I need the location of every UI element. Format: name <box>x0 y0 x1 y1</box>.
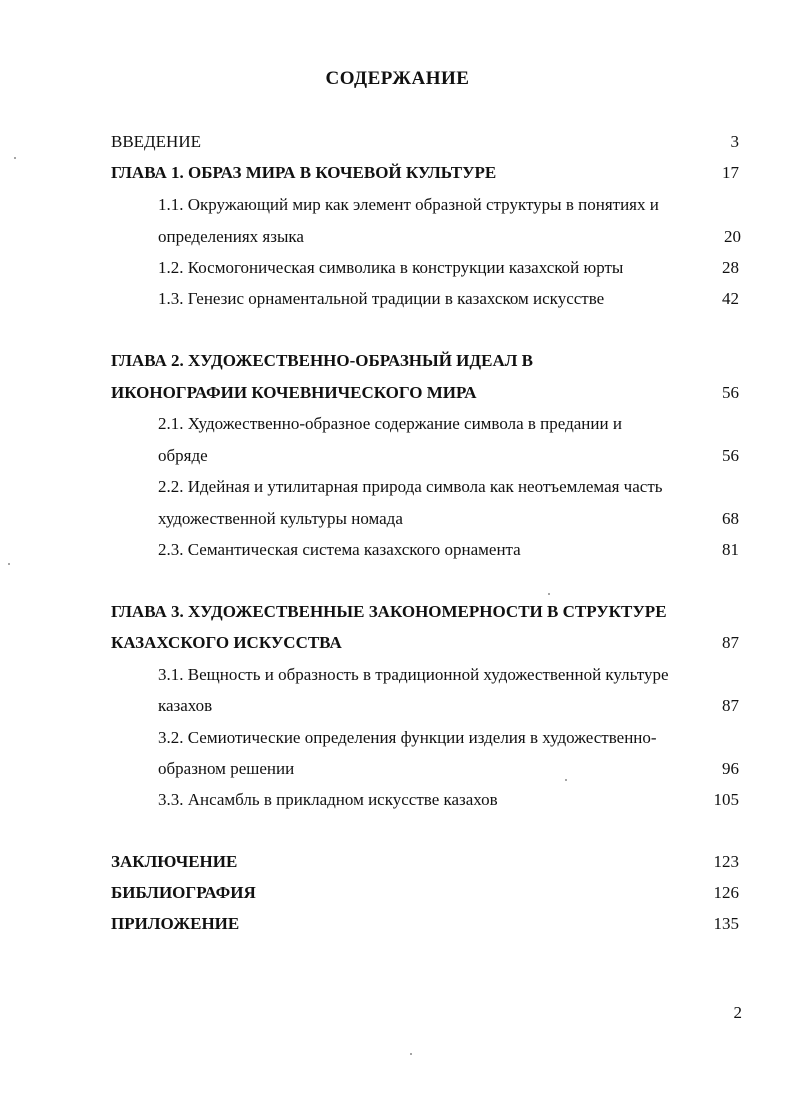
toc-entry-chapter-2-continuation: ИКОНОГРАФИИ КОЧЕВНИЧЕСКОГО МИРА <box>111 383 477 402</box>
toc-entry-bibliography: БИБЛИОГРАФИЯ <box>111 883 256 902</box>
toc-entry-3-3: 3.3. Ансамбль в прикладном искусстве казахов <box>158 790 498 809</box>
toc-entry-1-3: 1.3. Генезис орнаментальной традиции в казахском искусстве <box>158 289 605 308</box>
toc-entry-3-1: 3.1. Вещность и образность в традиционной художественной культуре <box>158 665 669 684</box>
toc-entry-2-3: 2.3. Семантическая система казахского орнамента <box>158 540 521 559</box>
toc-entry-2-2: 2.2. Идейная и утилитарная природа символа как неотъемлемая часть <box>158 477 663 496</box>
toc-entry-2-1: 2.1. Художественно-образное содержание символа в предании и <box>158 414 622 433</box>
toc-entry-3-2-continuation: образном решении <box>158 759 295 778</box>
toc-page-number: 123 <box>713 852 739 871</box>
toc-page-number: 20 <box>724 227 741 246</box>
toc-page-number: 126 <box>713 883 739 902</box>
page-title: СОДЕРЖАНИЕ <box>325 68 470 89</box>
toc-entry-3-1-continuation: казахов <box>158 696 213 715</box>
toc-page-number: 105 <box>713 790 739 809</box>
toc-entry-appendix: ПРИЛОЖЕНИЕ <box>111 914 240 933</box>
scan-speck <box>14 157 16 159</box>
toc-entry-1-1-continuation: определениях языка <box>158 227 304 246</box>
toc-page-number: 68 <box>722 509 739 528</box>
toc-page-number: 135 <box>713 914 739 933</box>
toc-page-number: 56 <box>722 383 739 402</box>
toc-entry-chapter-1: ГЛАВА 1. ОБРАЗ МИРА В КОЧЕВОЙ КУЛЬТУРЕ <box>111 163 497 182</box>
scan-speck <box>548 593 550 595</box>
toc-entry-2-1-continuation: обряде <box>158 446 208 465</box>
toc-page-number: 3 <box>730 132 739 151</box>
scan-speck <box>410 1053 412 1055</box>
page-number: 2 <box>733 1003 742 1022</box>
toc-page-number: 28 <box>722 258 739 277</box>
toc-page-number: 87 <box>722 633 739 652</box>
toc-entry-3-2: 3.2. Семиотические определения функции изделия в художественно- <box>158 728 657 747</box>
toc-entry-chapter-3: ГЛАВА 3. ХУДОЖЕСТВЕННЫЕ ЗАКОНОМЕРНОСТИ В СТРУКТУРЕ <box>111 602 667 621</box>
toc-entry-2-2-continuation: художественной культуры номада <box>158 509 403 528</box>
toc-entry-1-1: 1.1. Окружающий мир как элемент образной структуры в понятиях и <box>158 195 659 214</box>
toc-page-number: 87 <box>722 696 739 715</box>
toc-page-number: 42 <box>722 289 739 308</box>
toc-entry-chapter-3-continuation: КАЗАХСКОГО ИСКУССТВА <box>111 633 342 652</box>
toc-page-number: 56 <box>722 446 739 465</box>
scan-speck <box>565 779 567 781</box>
toc-page-number: 81 <box>722 540 739 559</box>
toc-page-number: 96 <box>722 759 739 778</box>
toc-entry-conclusion: ЗАКЛЮЧЕНИЕ <box>111 852 238 871</box>
toc-entry-introduction: ВВЕДЕНИЕ <box>111 132 201 151</box>
toc-entry-1-2: 1.2. Космогоническая символика в конструкции казахской юрты <box>158 258 624 277</box>
scan-speck <box>8 563 10 565</box>
toc-entry-chapter-2: ГЛАВА 2. ХУДОЖЕСТВЕННО-ОБРАЗНЫЙ ИДЕАЛ В <box>111 351 533 370</box>
toc-page-number: 17 <box>722 163 739 182</box>
